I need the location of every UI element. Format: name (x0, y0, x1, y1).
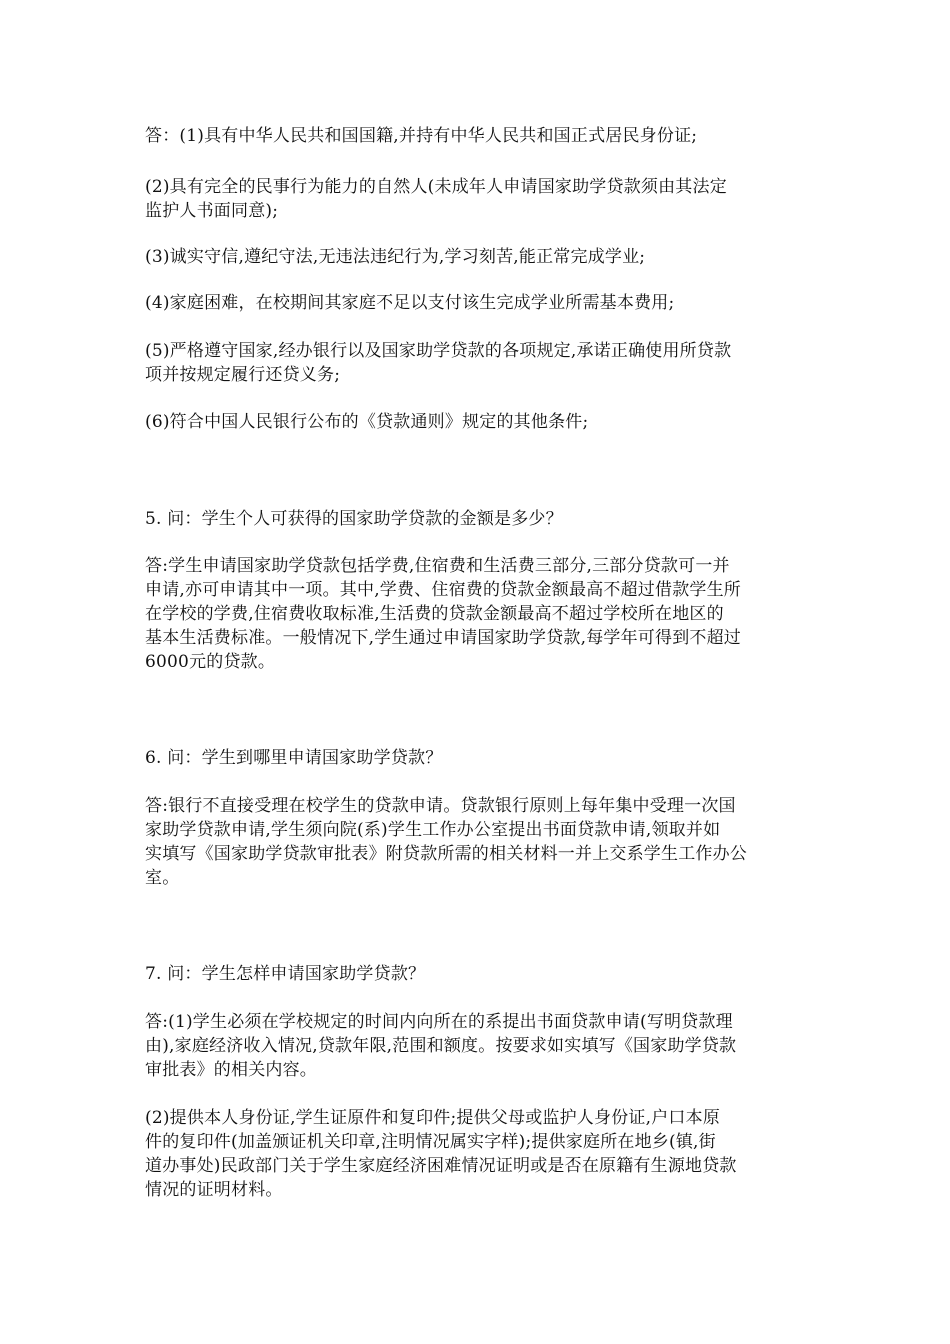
q7-question: 7. 问：学生怎样申请国家助学贷款？ (145, 964, 426, 984)
q7-answer-2-line-4: 情况的证明材料。 (145, 1180, 283, 1200)
q7-answer-2-line-2: 件的复印件(加盖颁证机关印章,注明情况属实字样);提供家庭所在地乡(镇,街 (145, 1132, 716, 1152)
q4-answer-5-line-1: (5)严格遵守国家,经办银行以及国家助学贷款的各项规定,承诺正确使用所贷款 (145, 341, 732, 361)
q4-answer-2-line-2: 监护人书面同意); (145, 201, 279, 221)
q7-answer-2-line-1: (2)提供本人身份证,学生证原件和复印件;提供父母或监护人身份证,户口本原 (145, 1108, 721, 1128)
q6-answer-line-3: 实填写《国家助学贷款审批表》附贷款所需的相关材料一并上交系学生工作办公 (145, 844, 747, 864)
q7-answer-2-line-3: 道办事处)民政部门关于学生家庭经济困难情况证明或是否在原籍有生源地贷款 (145, 1156, 737, 1176)
q6-answer-line-4: 室。 (145, 868, 180, 888)
q5-answer-line-5: 6000元的贷款。 (145, 652, 276, 672)
q4-answer-2-line-1: (2)具有完全的民事行为能力的自然人(未成年人申请国家助学贷款须由其法定 (145, 177, 727, 197)
q5-answer-line-3: 在学校的学费,住宿费收取标准,生活费的贷款金额最高不超过学校所在地区的 (145, 604, 724, 624)
q4-answer-3-line-1: (3)诚实守信,遵纪守法,无违法违纪行为,学习刻苦,能正常完成学业; (145, 247, 646, 267)
q4-answer-4-line-1: (4)家庭困难，在校期间其家庭不足以支付该生完成学业所需基本费用; (145, 293, 675, 313)
q6-question: 6. 问：学生到哪里申请国家助学贷款？ (145, 748, 443, 768)
q4-answer-1-line-1: 答：(1)具有中华人民共和国国籍,并持有中华人民共和国正式居民身份证; (145, 126, 698, 146)
q6-answer-line-2: 家助学贷款申请,学生须向院(系)学生工作办公室提出书面贷款申请,领取并如 (145, 820, 721, 840)
q4-answer-5-line-2: 项并按规定履行还贷义务; (145, 365, 341, 385)
q7-answer-1-line-2: 由),家庭经济收入情况,贷款年限,范围和额度。按要求如实填写《国家助学贷款 (145, 1036, 737, 1056)
q7-answer-1-line-1: 答:(1)学生必须在学校规定的时间内向所在的系提出书面贷款申请(写明贷款理 (145, 1012, 733, 1032)
q5-answer-line-4: 基本生活费标准。一般情况下,学生通过申请国家助学贷款,每学年可得到不超过 (145, 628, 742, 648)
q5-answer-line-2: 申请,亦可申请其中一项。其中,学费、住宿费的贷款金额最高不超过借款学生所 (145, 580, 742, 600)
q7-answer-1-line-3: 审批表》的相关内容。 (145, 1060, 317, 1080)
q5-answer-line-1: 答:学生申请国家助学贷款包括学费,住宿费和生活费三部分,三部分贷款可一并 (145, 556, 730, 576)
q4-answer-6-line-1: (6)符合中国人民银行公布的《贷款通则》规定的其他条件; (145, 412, 589, 432)
q5-question: 5. 问：学生个人可获得的国家助学贷款的金额是多少？ (145, 509, 563, 529)
q6-answer-line-1: 答:银行不直接受理在校学生的贷款申请。贷款银行原则上每年集中受理一次国 (145, 796, 736, 816)
